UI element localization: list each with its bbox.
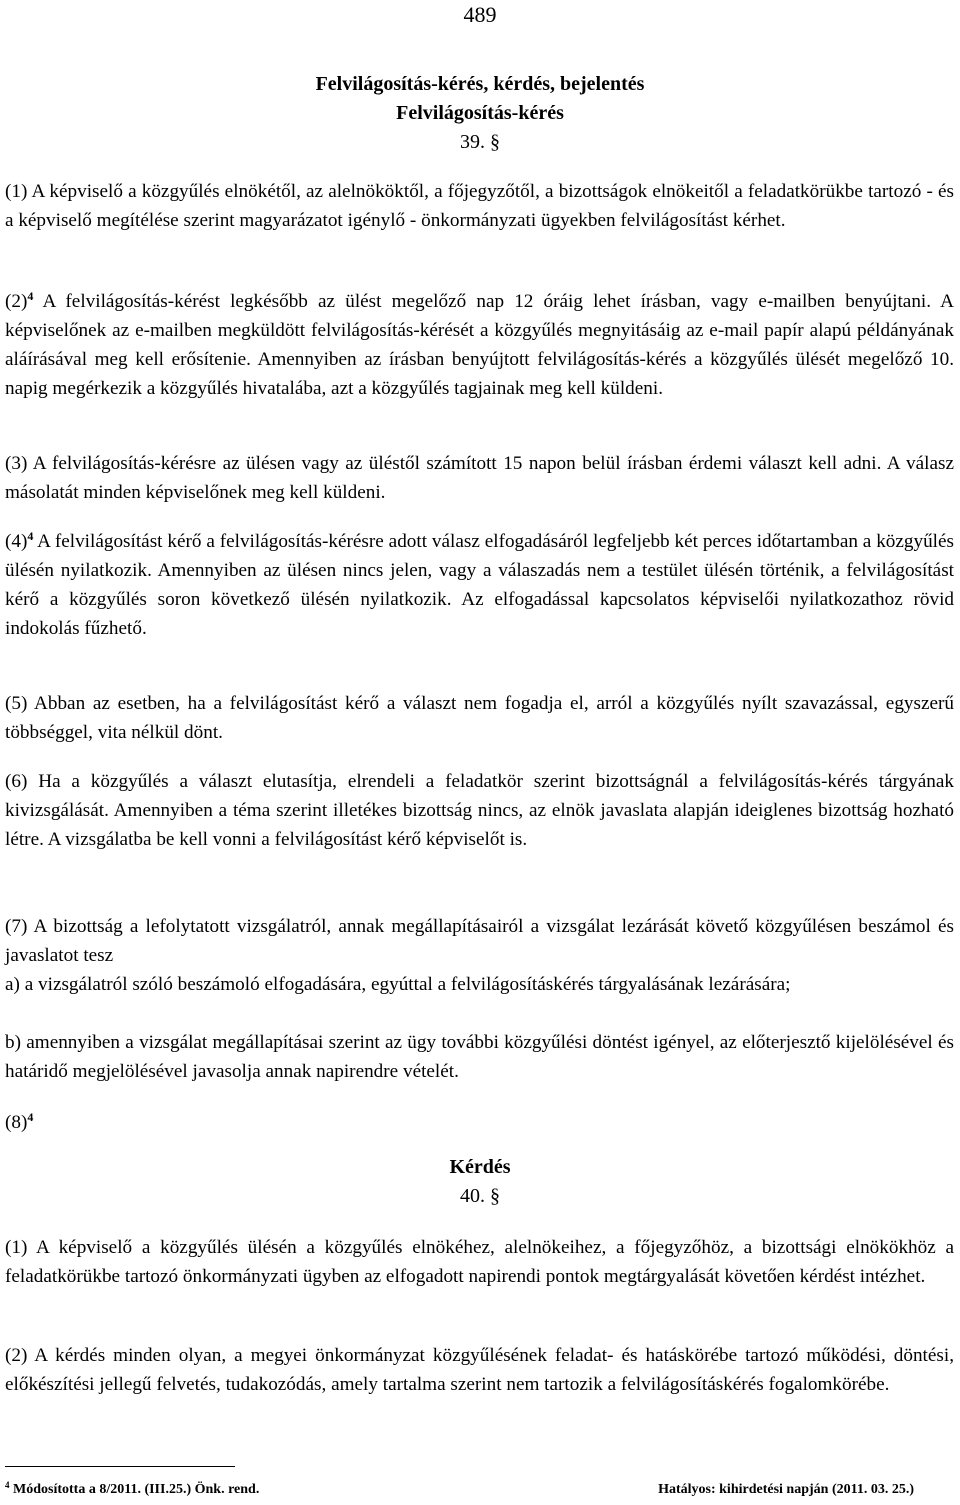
paragraph-number: (8) <box>5 1112 28 1133</box>
footnote-ref: 4 <box>27 289 34 303</box>
paragraph-39-5: (5) Abban az esetben, ha a felvilágosítást kérő a választ nem fogadja el, arról a közgyűlés nyílt szavazással, egyszerű többséggel, vita nélkül dönt. <box>5 693 954 743</box>
paragraph-39-6: (6) Ha a közgyűlés a választ elutasítja, elrendeli a feladatkör szerint bizottságnál a felvilágosítás-kérés tárgyának kivizsgálását. Amennyiben a téma szerint illetékes bizottság nincs, az elnök javaslata alapján ideiglenes bizottság hozható létre. A vizsgálatba be kell vonni a felvilágosítást kérő képviselőt is. <box>5 771 954 850</box>
paragraph-number: (4) <box>5 531 28 552</box>
footnote-marker: 4 <box>5 1480 10 1490</box>
footnote-right: Hatályos: kihirdetési napján (2011. 03. 25.) <box>658 1482 914 1497</box>
subheading-felvilagositas: Felvilágosítás-kérés <box>396 102 564 124</box>
page-number: 489 <box>463 2 497 27</box>
paragraph-39-3: (3) A felvilágosítás-kérésre az ülésen vagy az üléstől számított 15 napon belül írásban érdemi választ kell adni. A válasz másolatát minden képviselőnek meg kell küldeni. <box>5 453 954 503</box>
footnote <box>5 1482 954 1498</box>
footnote-divider <box>5 1466 235 1467</box>
footnote-ref: 4 <box>27 1110 34 1124</box>
paragraph-39-4 <box>5 527 954 643</box>
paragraph-39-1: (1) A képviselő a közgyűlés elnökétől, az alelnököktől, a főjegyzőtől, a bizottságok elnökeitől a feladatkörükbe tartozó - és a képviselő megítélése szerint magyarázatot igénylő - önkormányzati ügyekben felvilágosítást kérhet. <box>5 181 954 231</box>
paragraph-text: A felvilágosítás-kérést legkésőbb az ülést megelőző nap 12 óráig lehet írásban, vagy e-mailben benyújtani. A képviselőnek az e-mailben megküldött felvilágosítás-kérését a közgyűlés megnyitásáig az e-mail papír alapú példányának aláírásával meg kell erősítenie. Amennyiben az írásban benyújtott felvilágosítás-kérés a közgyűlés ülését megelőző 10. napig megérkezik a közgyűlés hivatalába, azt a közgyűlés tagjainak meg kell küldeni. <box>5 291 954 399</box>
paragraph-text: A felvilágosítást kérő a felvilágosítás-kérésre adott válasz elfogadásáról legfeljebb két perces időtartamban a közgyűlés ülésén nyilatkozik. Amennyiben az ülésen nincs jelen, vagy a válaszadás nem a testület ülésén történik, a felvilágosítást kérő a közgyűlés soron következő ülésén nyilatkozik. Az elfogadással kapcsolatos képviselői nyilatkozathoz rövid indokolás fűzhető. <box>5 531 954 639</box>
paragraph-number: (2) <box>5 291 28 312</box>
paragraph-39-7-intro: (7) A bizottság a lefolytatott vizsgálatról, annak megállapításairól a vizsgálat lezárását követő közgyűlésen beszámol és javaslatot tesz <box>5 916 954 966</box>
subheading-kerdes: Kérdés <box>449 1156 511 1178</box>
section-40-number: 40. § <box>460 1185 500 1207</box>
paragraph-39-7-a: a) a vizsgálatról szóló beszámoló elfogadására, egyúttal a felvilágosításkérés tárgyalásának lezárására; <box>5 974 791 995</box>
footnote-left: $^4$ Módosította a 8/2011. (III.25.) Önk. rend. <box>5 1480 260 1497</box>
paragraph-39-2 <box>5 287 954 403</box>
paragraph-39-7-b: b) amennyiben a vizsgálat megállapításai szerint az ügy további közgyűlési döntést igényel, az előterjesztő kijelölésével és határidő megjelölésével javasolja annak napirendre vételét. <box>5 1032 954 1082</box>
section-39-number: 39. § <box>460 131 500 153</box>
paragraph-40-1: (1) A képviselő a közgyűlés ülésén a közgyűlés elnökéhez, alelnökeihez, a főjegyzőhöz, a bizottsági elnökökhöz a feladatkörükbe tartozó önkormányzati ügyben az elfogadott napirendi pontok megtárgyalását követően kérdést intézhet. <box>5 1237 954 1287</box>
footnote-ref: 4 <box>27 529 34 543</box>
chapter-heading: Felvilágosítás-kérés, kérdés, bejelentés <box>315 73 645 95</box>
paragraph-40-2: (2) A kérdés minden olyan, a megyei önkormányzat közgyűlésének feladat- és hatáskörébe tartozó működési, döntési, előkészítési jellegű felvetés, tudakozódás, amely tartalma szerint nem tartozik a felvilágosításkérés fogalomkörébe. <box>5 1345 954 1395</box>
paragraph-39-8 <box>5 1108 954 1137</box>
